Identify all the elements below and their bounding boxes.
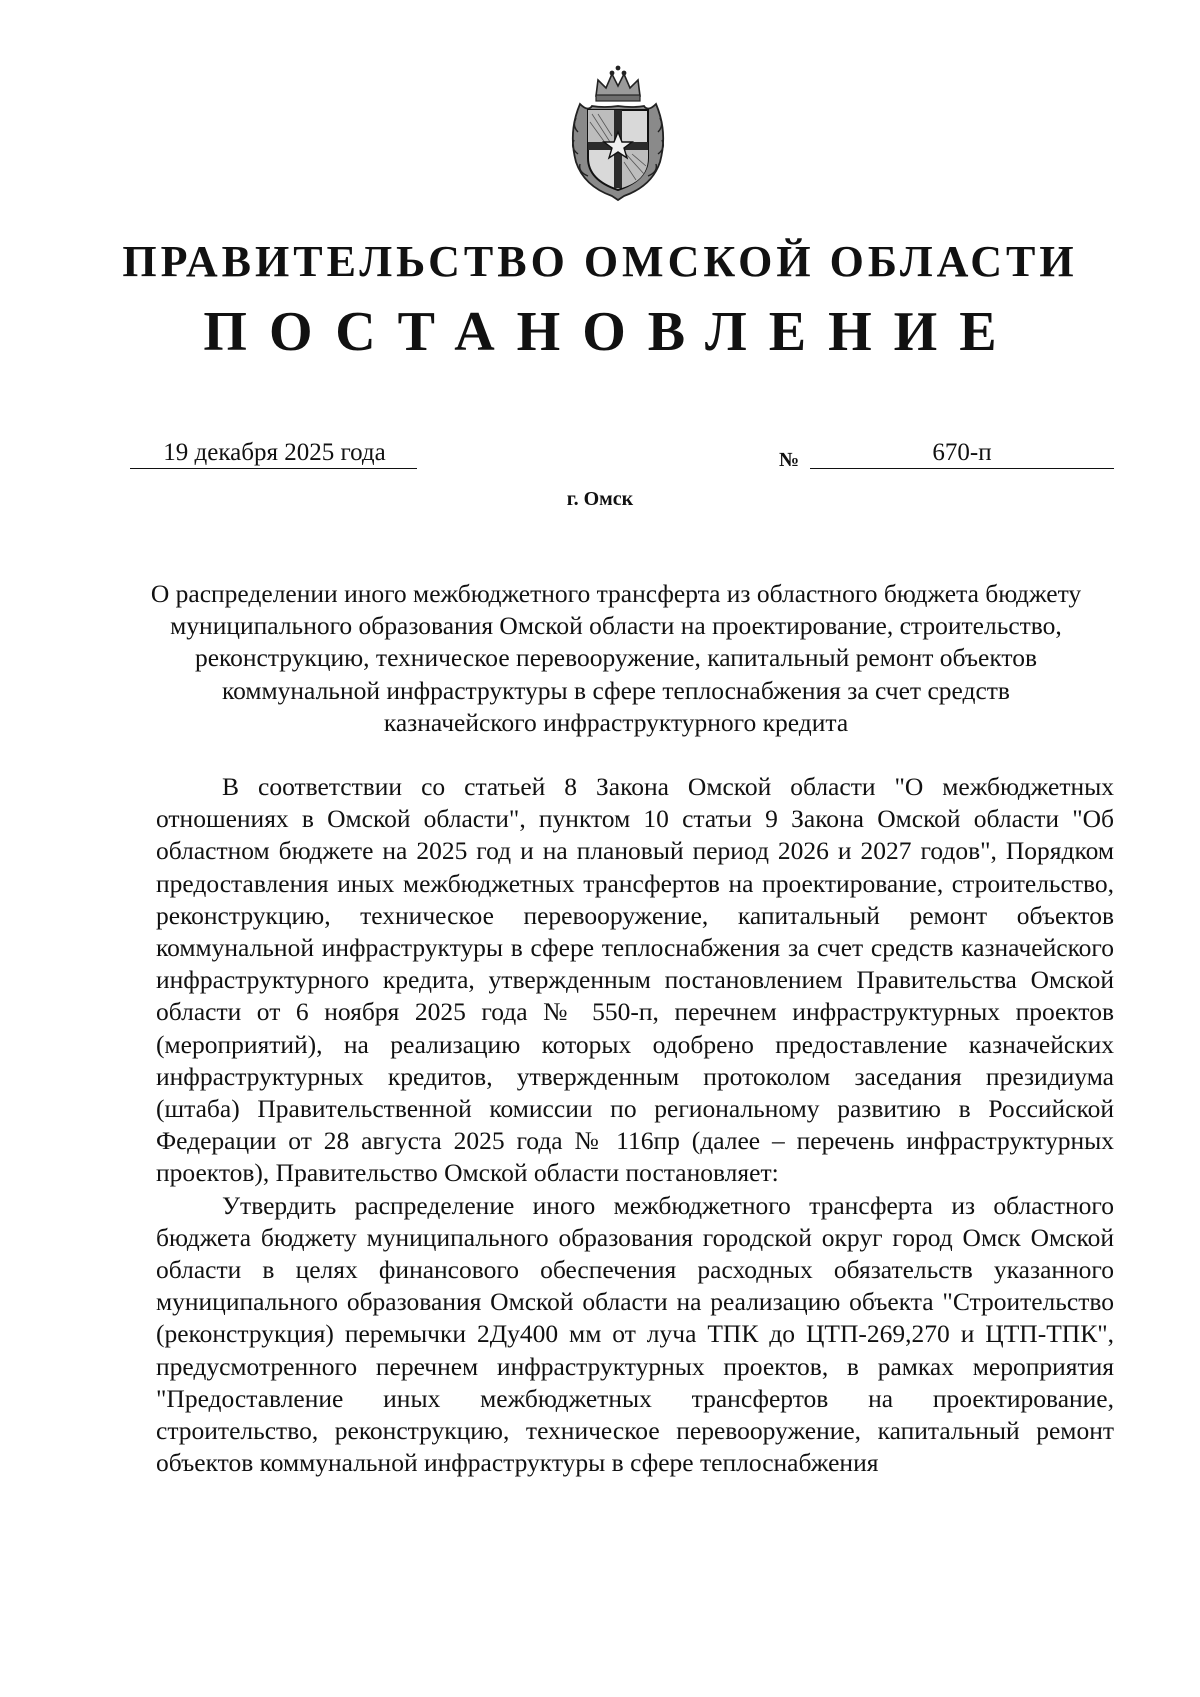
number-label: № bbox=[779, 449, 800, 471]
document-type: ПОСТАНОВЛЕНИЕ bbox=[203, 301, 1019, 363]
body-paragraph: Утвердить распределение иного межбюджетного трансферта из областного бюджета бюджету муниципального образования городской округ город Омск Омской области в целях финансового обеспечения расходных обязательств указанного муниципального образования Омской области на реализацию объекта "Строительство (реконструкция) перемычки 2Ду400 мм от луча ТПК до ЦТП-269,270 и ЦТП-ТПК", предусмотренного перечнем инфраструктурных проектов, в рамках мероприятия "Предоставление иных межбюджетных трансфертов на проектирование, строительство, реконструкцию, техническое перевооружение, капитальный ремонт объектов коммунальной инфраструктуры в сфере теплоснабжения bbox=[156, 1190, 1114, 1478]
document-subject: О распределении иного межбюджетного трансферта из областного бюджета бюджету муниципального образования Омской области на проектирование, строительство, реконструкцию, техническое перевооружение, капитальный ремонт объектов коммунальной инфраструктуры в сфере теплоснабжения за счет средств казначейского инфраструктурного кредита bbox=[150, 579, 1082, 737]
document-number: 670-п bbox=[810, 438, 1114, 469]
coat-of-arms-icon bbox=[562, 62, 674, 202]
body-paragraph: В соответствии со статьей 8 Закона Омской области "О межбюджетных отношениях в Омской области", пунктом 10 статьи 9 Закона Омской области "Об областном бюджете на 2025 год и на плановый период 2026 и 2027 годов", Порядком предоставления иных межбюджетных трансфертов на проектирование, строительство, реконструкцию, техническое перевооружение, капитальный ремонт объектов коммунальной инфраструктуры в сфере теплоснабжения за счет средств казначейского инфраструктурного кредита, утвержденным постановлением Правительства Омской области от 6 ноября 2025 года № 550-п, перечнем инфраструктурных проектов (мероприятий), на реализацию которых одобрено предоставление казначейских инфраструктурных кредитов, утвержденным протоколом заседания президиума (штаба) Правительственной комиссии по региональному развитию в Российской Федерации от 28 августа 2025 года № 116пр (далее – перечень инфраструктурных проектов), Правительство Омской области постановляет: bbox=[156, 772, 1114, 1188]
document-city: г. Омск bbox=[566, 488, 634, 510]
document-date: 19 декабря 2025 года bbox=[130, 438, 417, 469]
government-title: ПРАВИТЕЛЬСТВО ОМСКОЙ ОБЛАСТИ bbox=[122, 237, 1078, 286]
document-body bbox=[156, 771, 1114, 1479]
